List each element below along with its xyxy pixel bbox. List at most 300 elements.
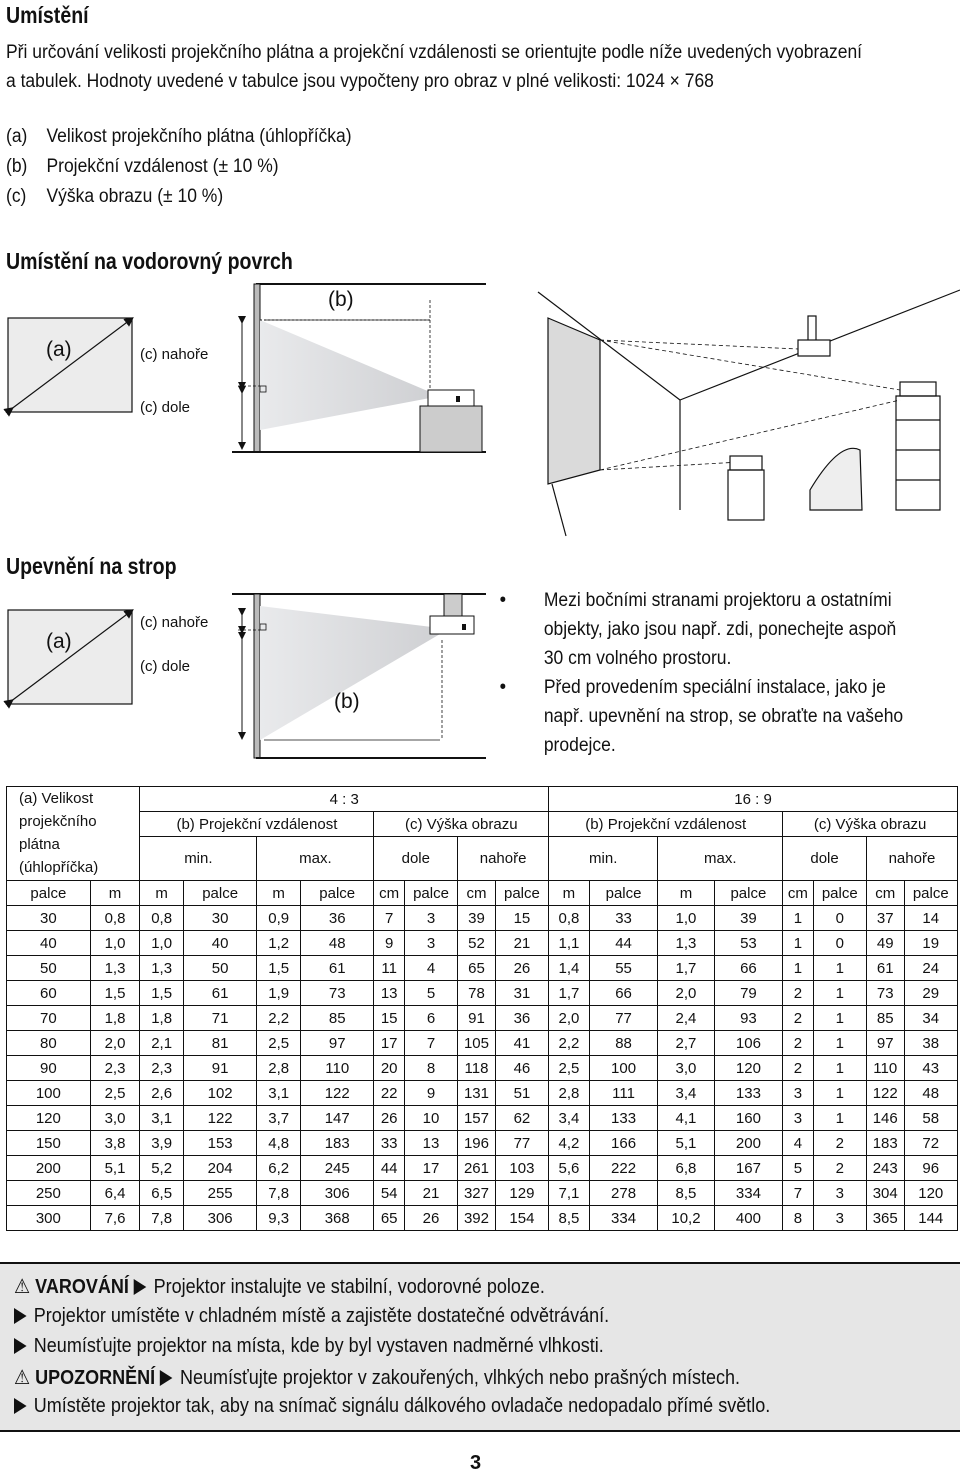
table-cell: 37 [866, 906, 904, 931]
table-cell: 61 [866, 956, 904, 981]
table-cell: 129 [495, 1181, 548, 1206]
table-row [7, 1081, 958, 1106]
table-cell: 1,0 [90, 931, 140, 956]
col-a-header-line: (úhlopříčka) [19, 859, 99, 876]
table-cell: 2,2 [549, 1031, 590, 1056]
table-cell: 7,1 [549, 1181, 590, 1206]
table-cell: 0 [813, 906, 866, 931]
table-cell: 110 [300, 1056, 374, 1081]
table-cell: 2,7 [658, 1031, 714, 1056]
label-c-bottom-floor: (c) dole [140, 399, 191, 416]
table-cell: palce [904, 881, 957, 906]
table-cell: 8,5 [549, 1206, 590, 1231]
table-cell: 1,7 [658, 956, 714, 981]
table-cell: 0,9 [257, 906, 301, 931]
table-cell: 30 [7, 906, 91, 931]
table-cell: 146 [866, 1106, 904, 1131]
label-c-top-floor: (c) nahoře [140, 346, 209, 363]
varovani-label: VAROVÁNÍ [35, 1276, 129, 1298]
upozorneni-label: UPOZORNĚNÍ [35, 1367, 156, 1389]
table-cell: 2,3 [140, 1056, 184, 1081]
table-cell: 6,8 [658, 1156, 714, 1181]
table-row [7, 1156, 958, 1181]
table-cell: 300 [7, 1206, 91, 1231]
table-cell: 133 [714, 1081, 783, 1106]
table-cell: 77 [589, 1006, 658, 1031]
table-cell: 90 [7, 1056, 91, 1081]
warning-box [0, 1262, 960, 1432]
table-cell: palce [589, 881, 658, 906]
warning-text: Umístěte projektor tak, aby na snímač signálu dálkového ovladače nedopadalo přímé světlo. [33, 1395, 771, 1417]
table-cell: palce [714, 881, 783, 906]
table-cell: 6,4 [90, 1181, 140, 1206]
table-cell: 20 [374, 1056, 404, 1081]
table-cell: 2,5 [90, 1081, 140, 1106]
table-cell: 334 [589, 1206, 658, 1231]
arrow-right-icon [14, 1308, 27, 1324]
table-row [7, 1106, 958, 1131]
table-cell: 154 [495, 1206, 548, 1231]
table-cell: 1,8 [90, 1006, 140, 1031]
table-cell: 33 [374, 1131, 404, 1156]
table-cell: 1 [813, 1006, 866, 1031]
table-row [7, 1181, 958, 1206]
table-cell: cm [783, 881, 813, 906]
col-a-header [7, 787, 140, 881]
table-cell: 8 [783, 1206, 813, 1231]
table-cell: 36 [495, 1006, 548, 1031]
warning-text: Neumísťujte projektor na místa, kde by byl vystaven nadměrné vlhkosti. [33, 1335, 604, 1357]
table-cell: 1 [783, 906, 813, 931]
table-cell: 7 [374, 906, 404, 931]
table-cell: 40 [7, 931, 91, 956]
min-header: min. [549, 837, 658, 881]
table-cell: m [549, 881, 590, 906]
table-cell: 2 [783, 981, 813, 1006]
b-header: (b) Projekční vzdálenost [549, 812, 783, 837]
table-cell: 183 [866, 1131, 904, 1156]
label-c-bottom-ceiling: (c) dole [140, 658, 191, 675]
table-cell: 50 [7, 956, 91, 981]
table-cell: 200 [714, 1131, 783, 1156]
arrow-right-icon [160, 1370, 173, 1386]
table-cell: 58 [904, 1106, 957, 1131]
table-cell: 3,8 [90, 1131, 140, 1156]
table-cell: cm [458, 881, 496, 906]
table-cell: 243 [866, 1156, 904, 1181]
warning-icon: ⚠ [14, 1276, 31, 1298]
legend-text: Velikost projekčního plátna (úhlopříčka) [46, 126, 352, 147]
table-cell: 91 [183, 1056, 256, 1081]
table-cell: 204 [183, 1156, 256, 1181]
table-cell: 7 [783, 1181, 813, 1206]
table-cell: 19 [904, 931, 957, 956]
table-cell: 278 [589, 1181, 658, 1206]
warning-icon: ⚠ [14, 1367, 31, 1389]
table-cell: 34 [904, 1006, 957, 1031]
table-cell: 65 [374, 1206, 404, 1231]
table-cell: 1,5 [140, 981, 184, 1006]
table-cell: 3,4 [549, 1106, 590, 1131]
table-cell: 1,0 [140, 931, 184, 956]
table-cell: 48 [300, 931, 374, 956]
table-cell: 77 [495, 1131, 548, 1156]
c-header: (c) Výška obrazu [783, 812, 958, 837]
label-a-floor: (a) [46, 338, 72, 361]
distance-table [6, 786, 958, 1231]
table-cell: 65 [458, 956, 496, 981]
table-cell: 1 [813, 1081, 866, 1106]
col-a-header-line: projekčního [19, 813, 97, 830]
table-cell: 0,8 [549, 906, 590, 931]
table-cell: 2,8 [257, 1056, 301, 1081]
table-cell: 150 [7, 1131, 91, 1156]
table-cell: 73 [866, 981, 904, 1006]
table-cell: 46 [495, 1056, 548, 1081]
table-cell: 30 [183, 906, 256, 931]
table-cell: 5,6 [549, 1156, 590, 1181]
table-cell: 8,5 [658, 1181, 714, 1206]
table-cell: 79 [714, 981, 783, 1006]
table-cell: 15 [374, 1006, 404, 1031]
table-cell: 120 [714, 1056, 783, 1081]
table-cell: 2,0 [549, 1006, 590, 1031]
table-cell: 7,6 [90, 1206, 140, 1231]
table-cell: m [257, 881, 301, 906]
table-cell: 1,7 [549, 981, 590, 1006]
table-cell: palce [183, 881, 256, 906]
table-cell: 122 [866, 1081, 904, 1106]
table-cell: palce [7, 881, 91, 906]
table-cell: 120 [904, 1181, 957, 1206]
table-cell: 3,0 [90, 1106, 140, 1131]
min-header: min. [140, 837, 257, 881]
arrow-right-icon [134, 1279, 147, 1295]
table-cell: 3,9 [140, 1131, 184, 1156]
table-cell: 50 [183, 956, 256, 981]
table-cell: 49 [866, 931, 904, 956]
table-cell: 7,8 [140, 1206, 184, 1231]
table-cell: 1,4 [549, 956, 590, 981]
units-row [7, 881, 958, 906]
table-cell: 71 [183, 1006, 256, 1031]
table-cell: 88 [589, 1031, 658, 1056]
page-number: 3 [470, 1452, 482, 1474]
table-cell: 24 [904, 956, 957, 981]
caution-line [14, 1365, 740, 1390]
warning-line [14, 1395, 770, 1418]
table-row [7, 956, 958, 981]
table-cell: 2,0 [658, 981, 714, 1006]
legend-key: (a) [6, 126, 28, 147]
table-cell: 122 [300, 1081, 374, 1106]
section-title-floor: Umístění na vodorovný povrch [6, 248, 293, 274]
table-cell: 103 [495, 1156, 548, 1181]
table-cell: 368 [300, 1206, 374, 1231]
table-cell: 85 [866, 1006, 904, 1031]
dole-header: dole [374, 837, 458, 881]
table-cell: 13 [404, 1131, 457, 1156]
legend-text: Projekční vzdálenost (± 10 %) [46, 156, 279, 177]
table-cell: m [658, 881, 714, 906]
table-cell: 13 [374, 981, 404, 1006]
table-cell: 5,2 [140, 1156, 184, 1181]
table-cell: 39 [714, 906, 783, 931]
table-cell: 22 [374, 1081, 404, 1106]
table-cell: 122 [183, 1106, 256, 1131]
label-c-top-ceiling: (c) nahoře [140, 614, 209, 631]
table-cell: 1,0 [658, 906, 714, 931]
table-cell: 2 [783, 1006, 813, 1031]
table-cell: 147 [300, 1106, 374, 1131]
table-cell: 1,1 [549, 931, 590, 956]
table-cell: 0,8 [90, 906, 140, 931]
note-item: • Před provedením speciální instalace, jako je např. upevnění na strop, se obraťte na vašeho prodejce. [496, 673, 919, 760]
table-cell: 3 [404, 906, 457, 931]
table-cell: 36 [300, 906, 374, 931]
screen-square-ceiling [8, 610, 132, 704]
table-cell: 5,1 [90, 1156, 140, 1181]
table-cell: 26 [495, 956, 548, 981]
table-cell: 105 [458, 1031, 496, 1056]
table-cell: 1,5 [90, 981, 140, 1006]
table-cell: 31 [495, 981, 548, 1006]
table-cell: 1,3 [90, 956, 140, 981]
table-cell: 1 [813, 956, 866, 981]
table-cell: 61 [183, 981, 256, 1006]
table-cell: 255 [183, 1181, 256, 1206]
table-cell: 4 [783, 1131, 813, 1156]
table-cell: 106 [714, 1031, 783, 1056]
table-cell: 8 [404, 1056, 457, 1081]
table-cell: m [90, 881, 140, 906]
table-row [7, 981, 958, 1006]
installation-notes [496, 586, 919, 760]
table-cell: 2 [783, 1031, 813, 1056]
table-cell: 55 [589, 956, 658, 981]
table-cell: 81 [183, 1031, 256, 1056]
table-cell: 167 [714, 1156, 783, 1181]
table-cell: 2 [783, 1056, 813, 1081]
table-cell: 183 [300, 1131, 374, 1156]
table-cell: 73 [300, 981, 374, 1006]
col-a-header-line: (a) Velikost [19, 790, 94, 807]
dole-header: dole [783, 837, 867, 881]
table-cell: 400 [714, 1206, 783, 1231]
table-cell: 157 [458, 1106, 496, 1131]
table-cell: 2,8 [549, 1081, 590, 1106]
c-header: (c) Výška obrazu [374, 812, 549, 837]
table-cell: cm [866, 881, 904, 906]
table-cell: 1,8 [140, 1006, 184, 1031]
table-cell: 1 [783, 956, 813, 981]
table-cell: 110 [866, 1056, 904, 1081]
warning-line [14, 1274, 545, 1299]
table-cell: 2,3 [90, 1056, 140, 1081]
table-cell: 2,2 [257, 1006, 301, 1031]
table-cell: 70 [7, 1006, 91, 1031]
table-cell: 60 [7, 981, 91, 1006]
table-cell: palce [495, 881, 548, 906]
table-cell: 5 [404, 981, 457, 1006]
table-cell: 3,1 [140, 1106, 184, 1131]
table-cell: 97 [866, 1031, 904, 1056]
table-cell: 9,3 [257, 1206, 301, 1231]
nahore-header: nahoře [866, 837, 957, 881]
table-cell: 54 [374, 1181, 404, 1206]
label-a-ceiling: (a) [46, 630, 72, 653]
table-cell: 166 [589, 1131, 658, 1156]
table-cell: 2,4 [658, 1006, 714, 1031]
table-cell: 5 [783, 1156, 813, 1181]
table-cell: 1 [813, 981, 866, 1006]
table-cell: 1,3 [658, 931, 714, 956]
table-cell: m [140, 881, 184, 906]
table-cell: 4,8 [257, 1131, 301, 1156]
table-cell: 2,0 [90, 1031, 140, 1056]
table-cell: 6,2 [257, 1156, 301, 1181]
table-cell: 44 [374, 1156, 404, 1181]
table-cell: palce [404, 881, 457, 906]
table-cell: 33 [589, 906, 658, 931]
arrow-right-icon [14, 1338, 27, 1354]
table-cell: 26 [404, 1206, 457, 1231]
table-cell: 1,3 [140, 956, 184, 981]
table-cell: 392 [458, 1206, 496, 1231]
table-cell: 306 [183, 1206, 256, 1231]
table-row [7, 1206, 958, 1231]
table-cell: 5,1 [658, 1131, 714, 1156]
label-b-floor: (b) [328, 288, 354, 311]
table-cell: 62 [495, 1106, 548, 1131]
table-row [7, 1056, 958, 1081]
table-cell: 15 [495, 906, 548, 931]
table-cell: 43 [904, 1056, 957, 1081]
max-header: max. [658, 837, 783, 881]
table-cell: 10 [404, 1106, 457, 1131]
table-cell: 85 [300, 1006, 374, 1031]
table-row [7, 906, 958, 931]
table-cell: 2,5 [549, 1056, 590, 1081]
table-cell: 111 [589, 1081, 658, 1106]
warning-text: Projektor umístěte v chladném místě a zajistěte dostatečné odvětrávání. [33, 1305, 610, 1327]
table-cell: 21 [495, 931, 548, 956]
table-cell: 261 [458, 1156, 496, 1181]
table-cell: 306 [300, 1181, 374, 1206]
intro-paragraph: Při určování velikosti projekčního plátna a projekční vzdálenosti se orientujte podle níže uvedených vyobrazení a tabulek. Hodnoty uvedené v tabulce jsou vypočteny pro obraz v plné velikosti: 1024 × 768 [6, 42, 863, 92]
table-cell: cm [374, 881, 404, 906]
warning-text: Neumísťujte projektor v zakouřených, vlhkých nebo prašných místech. [179, 1367, 740, 1389]
table-cell: 3 [783, 1106, 813, 1131]
table-cell: 9 [404, 1081, 457, 1106]
table-cell: 97 [300, 1031, 374, 1056]
b-header: (b) Projekční vzdálenost [140, 812, 374, 837]
table-row [7, 931, 958, 956]
table-cell: 1 [813, 1106, 866, 1131]
table-cell: 245 [300, 1156, 374, 1181]
table-row [7, 1131, 958, 1156]
table-cell: 2,5 [257, 1031, 301, 1056]
table-cell: 7,8 [257, 1181, 301, 1206]
col-a-header-line: plátna [19, 836, 60, 853]
table-cell: 6 [404, 1006, 457, 1031]
table-cell: 200 [7, 1156, 91, 1181]
table-cell: 131 [458, 1081, 496, 1106]
table-cell: 4,1 [658, 1106, 714, 1131]
table-cell: 61 [300, 956, 374, 981]
legend-key: (b) [6, 156, 28, 177]
table-cell: 29 [904, 981, 957, 1006]
table-cell: 144 [904, 1206, 957, 1231]
warning-text: Projektor instalujte ve stabilní, vodorovné poloze. [153, 1276, 545, 1298]
table-cell: 38 [904, 1031, 957, 1056]
table-cell: 2 [813, 1131, 866, 1156]
table-cell: 51 [495, 1081, 548, 1106]
table-cell: 1,2 [257, 931, 301, 956]
table-cell: 3 [404, 931, 457, 956]
table-cell: 1 [813, 1056, 866, 1081]
table-cell: 40 [183, 931, 256, 956]
table-cell: 39 [458, 906, 496, 931]
legend-key: (c) [6, 186, 27, 207]
warning-line [14, 1335, 604, 1358]
table-cell: 91 [458, 1006, 496, 1031]
table-cell: palce [300, 881, 374, 906]
table-row [7, 1031, 958, 1056]
table-cell: 3 [813, 1206, 866, 1231]
table-cell: 9 [374, 931, 404, 956]
table-cell: 365 [866, 1206, 904, 1231]
table-cell: 4 [404, 956, 457, 981]
table-cell: 11 [374, 956, 404, 981]
table-cell: 41 [495, 1031, 548, 1056]
table-cell: 0,8 [140, 906, 184, 931]
table-cell: 93 [714, 1006, 783, 1031]
table-cell: 96 [904, 1156, 957, 1181]
legend-text: Výška obrazu (± 10 %) [46, 186, 224, 207]
table-cell: 160 [714, 1106, 783, 1131]
table-cell: 133 [589, 1106, 658, 1131]
table-cell: 7 [404, 1031, 457, 1056]
table-cell: 48 [904, 1081, 957, 1106]
table-cell: 66 [714, 956, 783, 981]
table-cell: 10,2 [658, 1206, 714, 1231]
table-cell: 3,7 [257, 1106, 301, 1131]
table-cell: 53 [714, 931, 783, 956]
table-cell: 2 [813, 1156, 866, 1181]
table-row [7, 1006, 958, 1031]
table-cell: 196 [458, 1131, 496, 1156]
table-cell: palce [813, 881, 866, 906]
table-cell: 1 [783, 931, 813, 956]
table-cell: 250 [7, 1181, 91, 1206]
table-cell: 0 [813, 931, 866, 956]
table-cell: 72 [904, 1131, 957, 1156]
table-cell: 3,0 [658, 1056, 714, 1081]
table-cell: 44 [589, 931, 658, 956]
table-cell: 66 [589, 981, 658, 1006]
table-cell: 1,9 [257, 981, 301, 1006]
nahore-header: nahoře [458, 837, 549, 881]
table-cell: 2,1 [140, 1031, 184, 1056]
table-cell: 52 [458, 931, 496, 956]
table-cell: 21 [404, 1181, 457, 1206]
table-cell: 3 [783, 1081, 813, 1106]
table-cell: 100 [589, 1056, 658, 1081]
side-view-ceiling [232, 594, 486, 758]
page-title: Umístění [6, 2, 89, 28]
warning-line [14, 1305, 609, 1328]
